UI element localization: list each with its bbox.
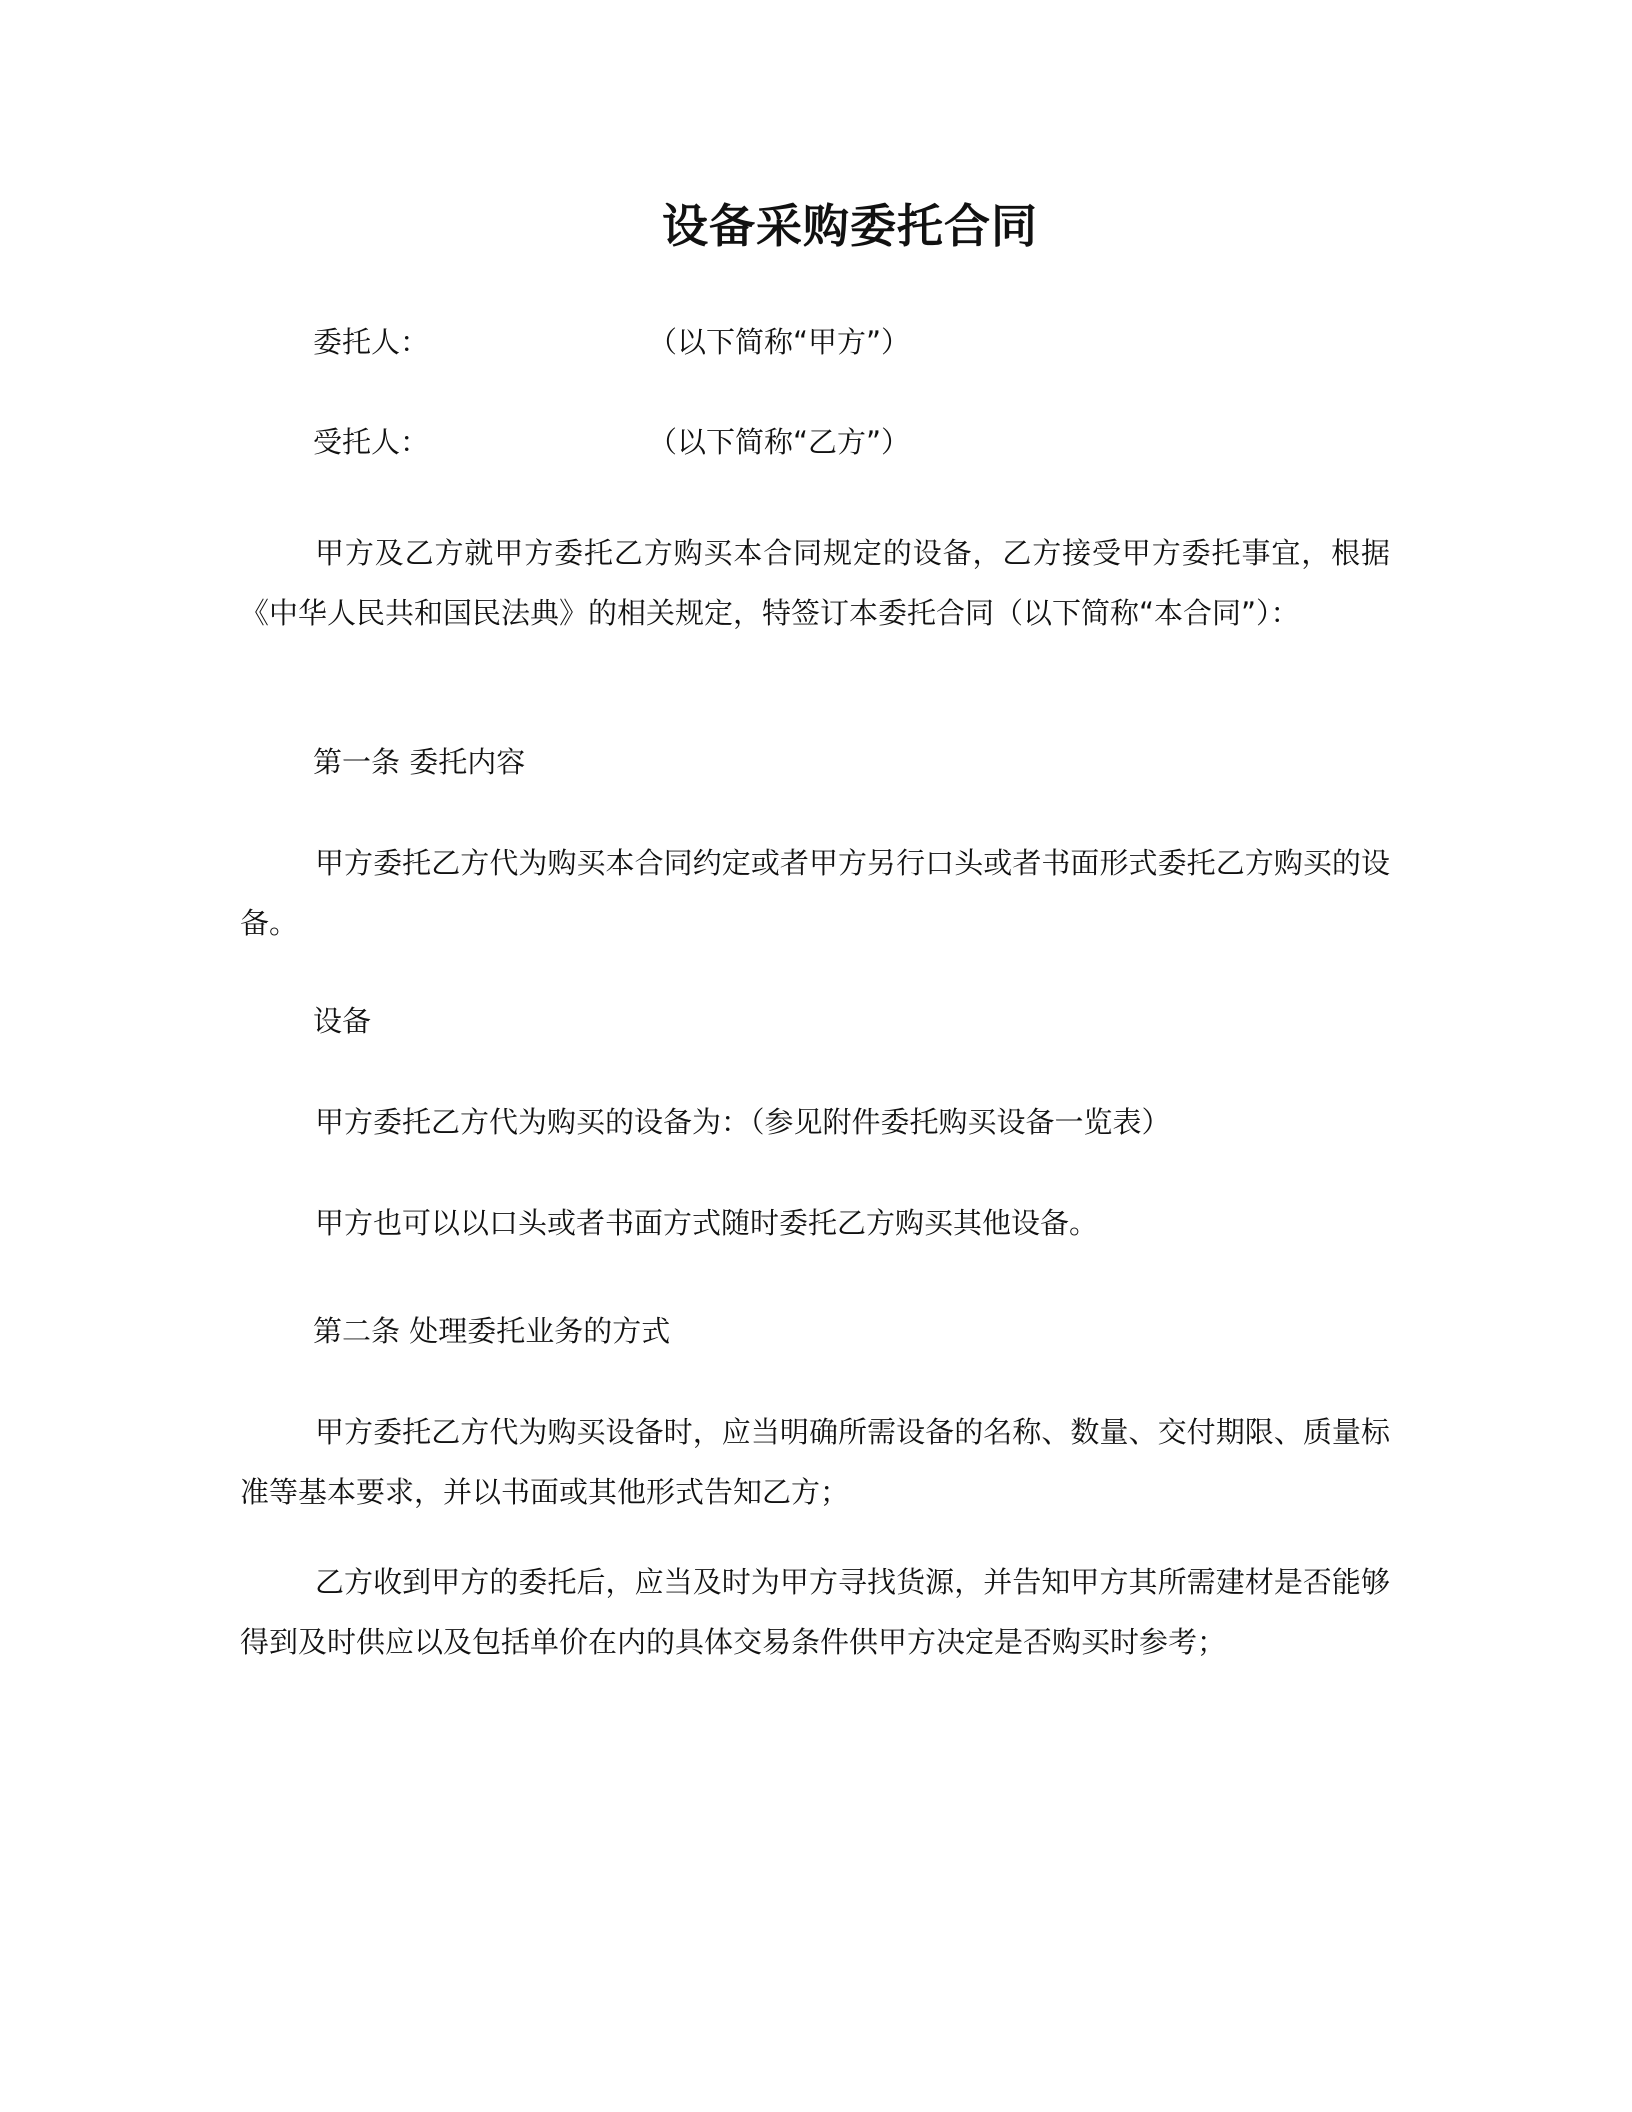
article-1-heading: 第一条 委托内容 <box>313 745 526 779</box>
party-b-abbreviation: （以下简称“乙方”） <box>648 425 911 459</box>
article-2-item-2: 乙方收到甲方的委托后，应当及时为甲方寻找货源，并告知甲方其所需建材是否能够得到及时供应以及包括单价在内的具体交易条件供甲方决定是否购买时参考； <box>240 1565 1390 1659</box>
article-1-subheading: 设备 <box>313 1004 372 1038</box>
party-a-label: 委托人： <box>313 325 430 359</box>
article-1-item-1: 甲方委托乙方代为购买的设备为：（参见附件委托购买设备一览表） <box>315 1105 1171 1139</box>
party-b-label: 受托人： <box>313 425 430 459</box>
article-1-text: 甲方委托乙方代为购买本合同约定或者甲方另行口头或者书面形式委托乙方购买的设备。 <box>240 846 1390 940</box>
article-2-item-1: 甲方委托乙方代为购买设备时，应当明确所需设备的名称、数量、交付期限、质量标准等基本要求，并以书面或其他形式告知乙方； <box>240 1415 1390 1509</box>
document-title: 设备采购委托合同 <box>662 199 1038 253</box>
preamble-paragraph: 甲方及乙方就甲方委托乙方购买本合同规定的设备，乙方接受甲方委托事宜，根据《中华人民共和国民法典》的相关规定，特签订本委托合同（以下简称“本合同”）： <box>240 536 1390 630</box>
article-2-heading: 第二条 处理委托业务的方式 <box>313 1314 671 1348</box>
party-a-abbreviation: （以下简称“甲方”） <box>648 325 911 359</box>
article-1-item-2: 甲方也可以以口头或者书面方式随时委托乙方购买其他设备。 <box>315 1206 1099 1240</box>
